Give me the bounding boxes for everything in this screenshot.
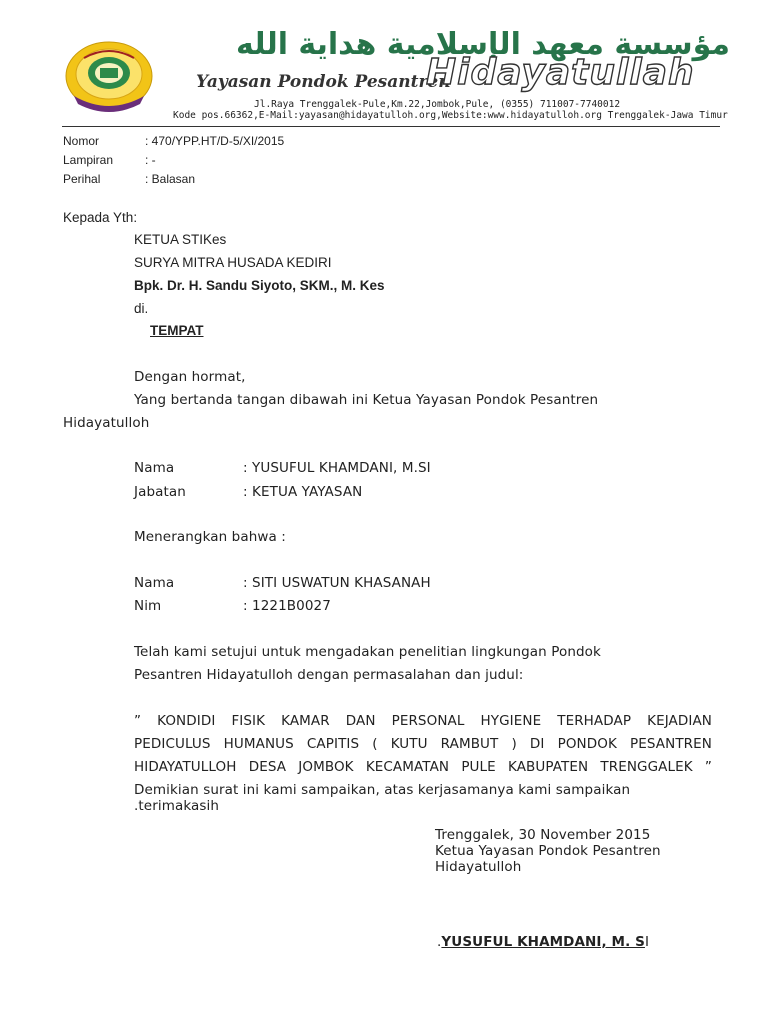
signature-name-suffix: I: [644, 934, 650, 950]
lampiran-value: : -: [145, 153, 156, 167]
recipient-name: Bpk. Dr. H. Sandu Siyoto, SKM., M. Kes: [134, 278, 385, 293]
recipient-greeting: Kepada Yth:: [63, 210, 138, 225]
student-nim-label: Nim: [134, 598, 162, 614]
perihal-value: : Balasan: [145, 172, 196, 186]
research-title-line-2: PEDICULUS HUMANUS CAPITIS ( KUTU RAMBUT ) DI PONDOK PESANTREN: [134, 736, 712, 752]
signer-nama-label: Nama: [134, 460, 175, 476]
student-nama-label: Nama: [134, 575, 175, 591]
foundation-arabic-name: مؤسسة معهد الإسلامية هداية الله: [236, 27, 730, 62]
recipient-place: TEMPAT: [150, 323, 204, 338]
foundation-logo-emblem: [64, 40, 154, 112]
approval-line-2: Pesantren Hidayatulloh dengan permasalahan dan judul:: [134, 667, 524, 683]
salutation: Dengan hormat,: [134, 369, 246, 385]
signer-jabatan-value: : KETUA YAYASAN: [243, 484, 363, 500]
recipient-line-1: KETUA STIKes: [134, 232, 227, 247]
lampiran-label: Lampiran: [63, 153, 114, 167]
signature-name-prefix: .: [437, 934, 442, 950]
signature-name-block: [437, 934, 649, 950]
contact-line: Kode pos.66362,E-Mail:yayasan@hidayatulloh.org,Website:www.hidayatulloh.org Trenggalek-Jawa Timur: [173, 110, 728, 121]
closing-line-1: Demikian surat ini kami sampaikan, atas kerjasamanya kami sampaikan: [134, 782, 631, 798]
intro-line-2: Hidayatulloh: [63, 415, 150, 431]
closing-line-2: .terimakasih: [134, 798, 220, 814]
approval-line-1: Telah kami setujui untuk mengadakan penelitian lingkungan Pondok: [134, 644, 601, 660]
student-nama-value: : SITI USWATUN KHASANAH: [243, 575, 431, 591]
foundation-label: Yayasan Pondok Pesantren: [196, 72, 451, 92]
letterhead-divider: [62, 126, 720, 127]
recipient-line-4: di.: [134, 301, 149, 316]
signature-position-1: Ketua Yayasan Pondok Pesantren: [435, 843, 661, 859]
nomor-value: : 470/YPP.HT/D-5/XI/2015: [145, 134, 285, 148]
signer-nama-value: : YUSUFUL KHAMDANI, M.SI: [243, 460, 431, 476]
intro-line-1: Yang bertanda tangan dibawah ini Ketua Yayasan Pondok Pesantren: [134, 392, 599, 408]
signature-position-2: Hidayatulloh: [435, 859, 522, 875]
foundation-name: Hidayatullah: [426, 52, 695, 93]
signature-place-date: Trenggalek, 30 November 2015: [435, 827, 651, 843]
recipient-line-2: SURYA MITRA HUSADA KEDIRI: [134, 255, 332, 270]
student-nim-value: : 1221B0027: [243, 598, 331, 614]
nomor-label: Nomor: [63, 134, 100, 148]
declares-text: Menerangkan bahwa :: [134, 529, 286, 545]
foundation-logo: [64, 40, 154, 112]
signer-jabatan-label: Jabatan: [134, 484, 186, 500]
research-title-line-3: HIDAYATULLOH DESA JOMBOK KECAMATAN PULE KABUPATEN TRENGGALEK ”: [134, 759, 712, 775]
perihal-label: Perihal: [63, 172, 101, 186]
signature-name: YUSUFUL KHAMDANI, M. S: [441, 934, 645, 950]
address-line: Jl.Raya Trenggalek-Pule,Km.22,Jombok,Pule, (0355) 711007-7740012: [254, 99, 621, 110]
research-title-line-1: ” KONDIDI FISIK KAMAR DAN PERSONAL HYGIENE TERHADAP KEJADIAN: [134, 713, 712, 729]
